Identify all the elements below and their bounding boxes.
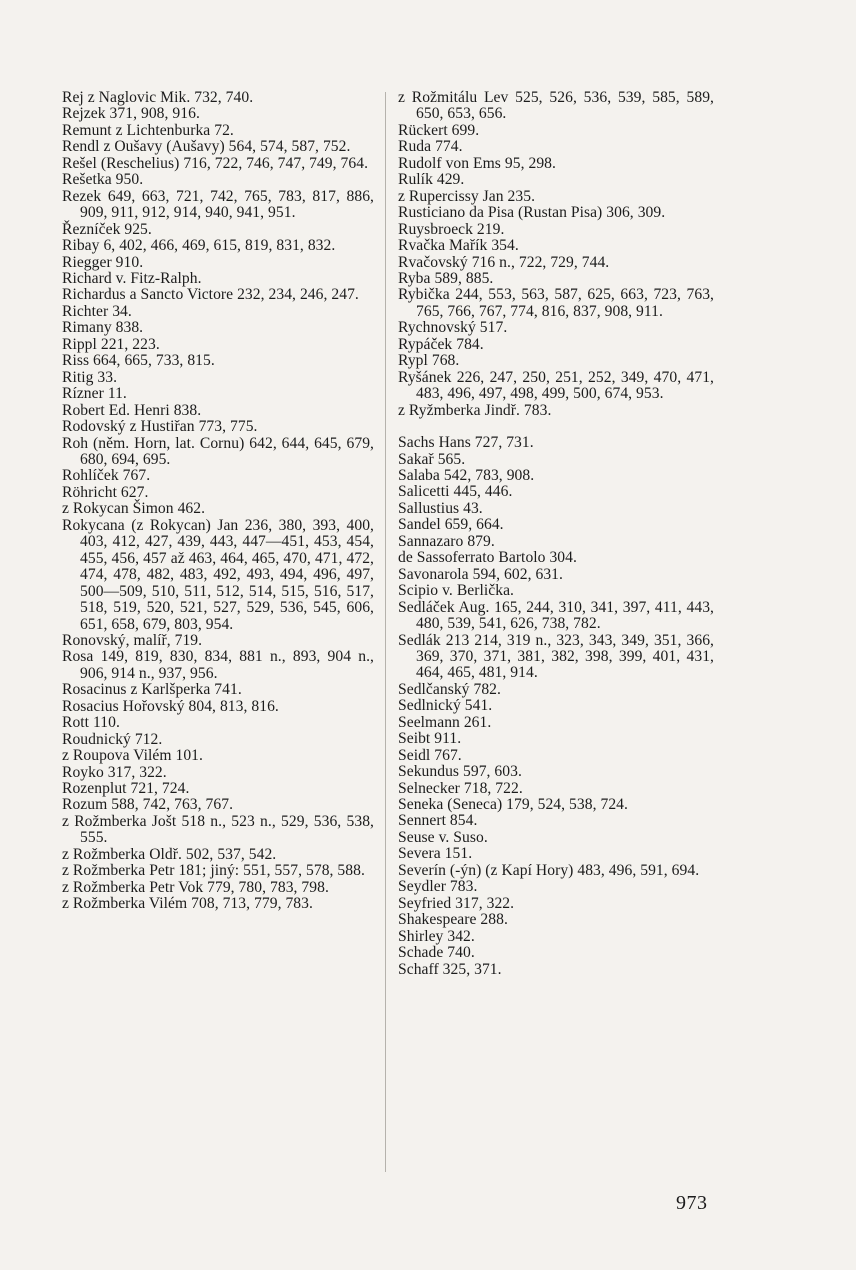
index-entry: Ribay 6, 402, 466, 469, 615, 819, 831, 832. [62,237,336,255]
index-entry: Rohlíček 767. [62,467,151,485]
index-entry: Rosacinus z Karlšperka 741. [62,681,242,699]
index-entry: z Rožmberka Vilém 708, 713, 779, 783. [62,895,313,913]
index-entry: z Rokycan Šimon 462. [62,500,206,518]
index-entry: Royko 317, 322. [62,763,167,781]
index-entry: Rozum 588, 742, 763, 767. [62,796,234,814]
index-entry: Rešel (Reschelius) 716, 722, 746, 747, 749, 764. [62,154,369,172]
index-entry: Ruda 774. [398,138,463,156]
index-entry: Sakař 565. [398,450,466,468]
index-entry: Rokycana (z Rokycan) Jan 236, 380, 393, 400, 403, 412, 427, 439, 443, 447—451, 453, 454, 455, 456, 457 až 463, 464, 465, 470, 471, 472, 474, 478, 482, 483, 492, 493, 494, 496, 497, 500—509, 510, 511, 512, 514, 515, 516, 517, 518, 519, 520, 521, 527, 529, 536, 545, 606, 651, 658, 679, 803, 954. [62,516,374,633]
index-entry: Seyfried 317, 322. [398,894,515,912]
index-entry: z Rožmberka Petr 181; jiný: 551, 557, 578, 588. [62,862,365,880]
index-entry: z Rožmberka Oldř. 502, 537, 542. [62,845,277,863]
index-entry: Rusticiano da Pisa (Rustan Pisa) 306, 309. [398,204,666,222]
index-entry: Seibt 911. [398,730,462,748]
index-entry: Rippl 221, 223. [62,335,160,353]
index-entry: Seydler 783. [398,878,478,896]
index-entry: z Roupova Vilém 101. [62,747,203,765]
index-entry: Rimany 838. [62,319,144,337]
index-entry: Richard v. Fitz-Ralph. [62,269,202,287]
index-entry: z Rožmitálu Lev 525, 526, 536, 539, 585, 589, 650, 653, 656. [398,89,714,123]
index-entry: Seuse v. Suso. [398,828,488,846]
index-entry: Sandel 659, 664. [398,516,504,534]
index-entry: Ritig 33. [62,368,118,386]
index-entry: Röhricht 627. [62,483,149,501]
index-entry: Rudolf von Ems 95, 298. [398,154,556,172]
index-entry: Seidl 767. [398,746,462,764]
index-entry: z Rožmberka Petr Vok 779, 780, 783, 798. [62,878,329,896]
index-entry: Rosa 149, 819, 830, 834, 881 n., 893, 904 n., 906, 914 n., 937, 956. [62,648,374,682]
index-entry: Sedlnický 541. [398,697,493,715]
index-entry: Severín (-ýn) (z Kapí Hory) 483, 496, 591, 694. [398,861,700,879]
index-entry: Rozenplut 721, 724. [62,780,190,798]
index-entry: Richardus a Sancto Victore 232, 234, 246, 247. [62,286,359,304]
index-entry: Rízner 11. [62,385,127,403]
index-entry: Rott 110. [62,714,120,732]
index-entry: Řezníček 925. [62,220,152,238]
index-entry: Selnecker 718, 722. [398,779,523,797]
index-entry: Rodovský z Hustiřan 773, 775. [62,418,258,436]
index-entry: Rendl z Oušavy (Aušavy) 564, 574, 587, 752. [62,138,351,156]
index-entry: Rvačka Mařík 354. [398,237,519,255]
index-entry: Seelmann 261. [398,713,492,731]
index-entry: Scipio v. Berlička. [398,582,514,600]
index-entry: Seneka (Seneca) 179, 524, 538, 724. [398,796,628,814]
index-entry: Sallustius 43. [398,499,483,517]
index-entry: Ryba 589, 885. [398,269,494,287]
index-entry: Rej z Naglovic Mik. 732, 740. [62,89,254,106]
index-entry: Rückert 699. [398,121,480,139]
index-entry: Remunt z Lichtenburka 72. [62,121,234,139]
index-entry: Sedlčanský 782. [398,680,501,698]
page-number: 973 [676,1192,708,1214]
index-entry: Sedláček Aug. 165, 244, 310, 341, 397, 411, 443, 480, 539, 541, 626, 738, 782. [398,598,714,633]
index-entry: z Ryžmberka Jindř. 783. [398,401,552,419]
index-entry: Rezek 649, 663, 721, 742, 765, 783, 817, 886, 909, 911, 912, 914, 940, 941, 951. [62,187,374,222]
index-entry: Savonarola 594, 602, 631. [398,565,563,583]
index-entry: z Rožmberka Jošt 518 n., 523 n., 529, 536, 538, 555. [62,812,374,847]
index-entry: Rybička 244, 553, 563, 587, 625, 663, 723, 763, 765, 766, 767, 774, 816, 837, 908, 911. [398,286,714,320]
index-entry: Robert Ed. Henri 838. [62,401,202,419]
index-entry: Severa 151. [398,845,473,863]
index-entry: Shakespeare 288. [398,911,508,929]
index-entry: Rychnovský 517. [398,319,508,337]
index-entry: Rejzek 371, 908, 916. [62,105,200,123]
index-entry: Rvačovský 716 n., 722, 729, 744. [398,253,610,271]
index-entry: Sannazaro 879. [398,532,495,550]
column-divider [385,92,386,1172]
index-entry: z Rupercissy Jan 235. [398,187,536,205]
right-column [398,90,714,978]
index-entry: Riss 664, 665, 733, 815. [62,352,215,370]
left-column [62,90,374,913]
index-entry: Salicetti 445, 446. [398,483,513,501]
index-entry: Ronovský, malíř, 719. [62,631,203,649]
index-entry: Sachs Hans 727, 731. [398,434,534,452]
index-entry: Shirley 342. [398,927,475,945]
index-entry: Roudnický 712. [62,730,163,748]
index-entry: Riegger 910. [62,253,144,271]
index-entry: Rypáček 784. [398,335,484,353]
index-entry: Salaba 542, 783, 908. [398,466,535,484]
index-entry: Rulík 429. [398,171,465,189]
index-entry: Rypl 768. [398,352,460,370]
index-entry: Rosacius Hořovský 804, 813, 816. [62,697,279,715]
index-entry: Ryšánek 226, 247, 250, 251, 252, 349, 470, 471, 483, 496, 497, 498, 499, 500, 674, 953. [398,368,714,403]
index-entry: de Sassoferrato Bartolo 304. [398,549,577,567]
index-entry: Ruysbroeck 219. [398,220,505,238]
index-entry: Roh (něm. Horn, lat. Cornu) 642, 644, 645, 679, 680, 694, 695. [62,434,374,468]
index-entry: Schade 740. [398,944,475,962]
index-entry: Richter 34. [62,302,132,320]
index-entry: Rešetka 950. [62,171,144,189]
index-entry: Sedlák 213 214, 319 n., 323, 343, 349, 351, 366, 369, 370, 371, 381, 382, 398, 399, 401, 431, 464, 465, 481, 914. [398,631,714,682]
section-gap [398,419,714,435]
index-entry: Schaff 325, 371. [398,960,502,978]
index-entry: Sekundus 597, 603. [398,763,522,781]
index-entry: Sennert 854. [398,812,478,830]
